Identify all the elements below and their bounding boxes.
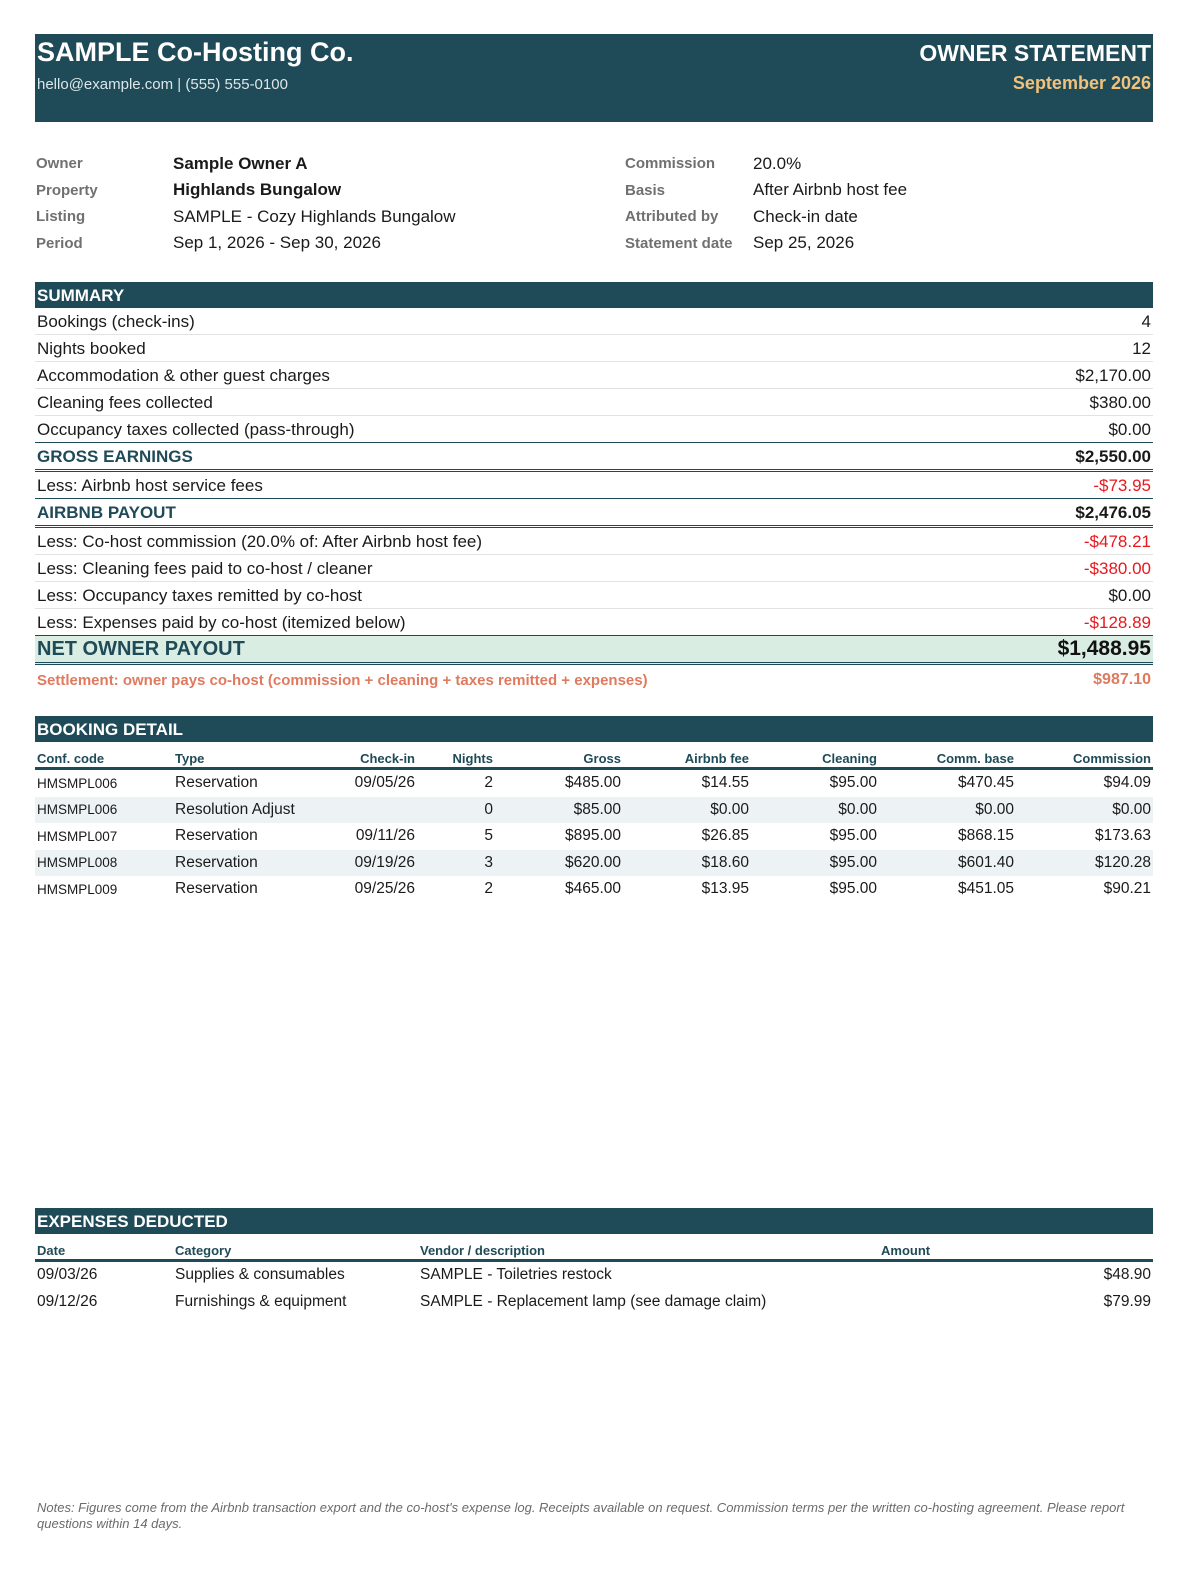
booking-cell: $95.00 [829,880,877,898]
summary-title: SUMMARY [35,282,1153,308]
summary-row: Less: Co-host commission (20.0% of: After Airbnb host fee) -$478.21 [35,528,1153,555]
expense-cell: SAMPLE - Replacement lamp (see damage claim) [420,1292,767,1310]
booking-cell: 09/11/26 [355,827,415,845]
booking-cell: $470.45 [957,774,1014,792]
property-value: Highlands Bungalow [173,180,342,199]
expenses-table [35,1234,1153,1315]
booking-cell: $95.00 [751,850,879,877]
booking-table [35,742,1153,903]
settlement-label: Settlement: owner pays co-host (commission + cleaning + taxes remitted + expenses) [37,672,648,689]
summary-row: Bookings (check-ins) 4 [35,308,1153,335]
net-owner-payout-value: $1,488.95 [1057,637,1151,660]
booking-cell: Reservation [173,850,313,877]
basis-value: After Airbnb host fee [753,180,908,199]
booking-cell: $120.28 [1016,850,1153,877]
col-type: Type [173,742,313,769]
summary-row: Less: Airbnb host service fees -$73.95 [35,472,1153,499]
booking-row [35,850,1153,877]
booking-cell: 09/05/26 [354,774,415,792]
col-airbnb-fee: Airbnb fee [623,742,751,769]
booking-cell: 09/25/26 [354,880,415,898]
owner-label: Owner [36,155,83,172]
booking-row [35,876,1153,903]
commission-value: 20.0% [753,154,802,173]
booking-cell: HMSMPL006 [37,775,118,791]
booking-cell: $26.85 [701,827,749,845]
booking-cell: $95.00 [829,827,877,845]
booking-cell: Reservation [175,827,258,845]
property-label: Property [36,182,98,199]
booking-cell: $485.00 [564,774,621,792]
col-vendor: Vendor / description [418,1234,879,1261]
attributed-value: Check-in date [753,207,858,226]
booking-cell: 2 [484,880,493,898]
expense-cell: SAMPLE - Toiletries restock [420,1266,612,1284]
expense-row [35,1289,1153,1316]
col-category: Category [173,1234,418,1261]
booking-cell: $85.00 [495,797,623,824]
booking-cell: HMSMPL009 [37,881,118,897]
booking-cell: HMSMPL006 [35,797,173,824]
expenses-title: EXPENSES DEDUCTED [35,1208,1153,1234]
settlement-value: $987.10 [1093,671,1151,688]
net-owner-payout-label: NET OWNER PAYOUT [37,638,245,660]
expenses-section [35,1208,1153,1315]
summary-row: Less: Expenses paid by co-host (itemized below) -$128.89 [35,609,1153,636]
booking-cell: 3 [417,850,495,877]
booking-cell: $18.60 [623,850,751,877]
expense-cell: 09/03/26 [37,1266,98,1284]
booking-cell: $0.00 [751,797,879,824]
col-cleaning: Cleaning [751,742,879,769]
booking-cell: $95.00 [829,774,877,792]
period-label: Period [36,235,83,252]
settlement-row [35,665,1153,691]
booking-cell: Resolution Adjust [173,797,313,824]
booking-cell: 2 [484,774,493,792]
expense-cell: Furnishings & equipment [175,1292,347,1310]
booking-section [35,716,1153,903]
col-conf-code: Conf. code [35,742,173,769]
summary-row: Occupancy taxes collected (pass-through) $0.00 [35,416,1153,443]
col-commission: Commission [1016,742,1153,769]
summary-row: Cleaning fees collected $380.00 [35,389,1153,416]
expense-cell: 09/12/26 [37,1292,98,1310]
booking-cell: HMSMPL007 [37,828,118,844]
booking-cell: $868.15 [957,827,1014,845]
statement-date-value: Sep 25, 2026 [753,233,855,252]
statement-period: September 2026 [1012,73,1151,93]
expenses-header-row [35,1234,1153,1261]
col-check-in: Check-in [313,742,417,769]
booking-cell: $465.00 [564,880,621,898]
booking-cell: $0.00 [623,797,751,824]
attributed-label: Attributed by [625,208,719,225]
airbnb-payout-row: AIRBNB PAYOUT $2,476.05 [35,499,1153,528]
company-name: SAMPLE Co-Hosting Co. [37,37,354,67]
booking-row [35,823,1153,850]
booking-cell: Reservation [175,880,258,898]
summary-row: Less: Occupancy taxes remitted by co-host $0.00 [35,582,1153,609]
listing-label: Listing [36,208,86,225]
booking-cell: HMSMPL008 [35,850,173,877]
booking-cell: $13.95 [701,880,749,898]
summary-row: Nights booked 12 [35,335,1153,362]
col-nights: Nights [417,742,495,769]
expense-cell: $79.99 [1103,1292,1151,1310]
basis-label: Basis [625,182,666,199]
expense-cell: Supplies & consumables [175,1266,345,1284]
statement-header [35,34,1153,122]
expense-row [35,1261,1153,1289]
net-owner-payout-row [35,636,1153,665]
summary-row: Accommodation & other guest charges $2,170.00 [35,362,1153,389]
expense-cell: $48.90 [1103,1266,1151,1284]
period-value: Sep 1, 2026 - Sep 30, 2026 [173,233,381,252]
booking-cell: $895.00 [564,827,621,845]
owner-value: Sample Owner A [173,154,308,173]
statement-notes: Notes: Figures come from the Airbnb transaction export and the co-host's expense log. Receipts available on request. Commission terms per the written co-hosting agreement. Please report questions within 14 days. [37,1500,1125,1531]
booking-row [35,797,1153,824]
booking-cell: $601.40 [879,850,1016,877]
booking-cell [313,797,417,824]
col-comm-base: Comm. base [879,742,1016,769]
statement-info [35,122,1153,262]
booking-cell: 0 [417,797,495,824]
booking-cell: $0.00 [879,797,1016,824]
booking-cell: $14.55 [701,774,749,792]
listing-value: SAMPLE - Cozy Highlands Bungalow [173,207,456,226]
booking-title: BOOKING DETAIL [35,716,1153,742]
booking-cell: 09/19/26 [313,850,417,877]
col-gross: Gross [495,742,623,769]
company-contact: hello@example.com | (555) 555-0100 [37,76,288,93]
col-date: Date [35,1234,173,1261]
booking-row [35,769,1153,797]
col-amount: Amount [879,1234,1153,1261]
booking-cell: Reservation [175,774,258,792]
booking-cell: $90.21 [1103,880,1151,898]
booking-cell: $451.05 [957,880,1014,898]
booking-header-row [35,742,1153,769]
booking-cell: 5 [484,827,493,845]
booking-cell: $94.09 [1103,774,1151,792]
booking-cell: $620.00 [495,850,623,877]
document-title: OWNER STATEMENT [919,40,1151,66]
summary-row: Less: Cleaning fees paid to co-host / cleaner -$380.00 [35,555,1153,582]
summary-section [35,282,1153,691]
booking-cell: $0.00 [1016,797,1153,824]
gross-earnings-row: GROSS EARNINGS $2,550.00 [35,443,1153,472]
commission-label: Commission [625,155,716,172]
statement-date-label: Statement date [625,235,733,252]
booking-cell: $173.63 [1094,827,1151,845]
